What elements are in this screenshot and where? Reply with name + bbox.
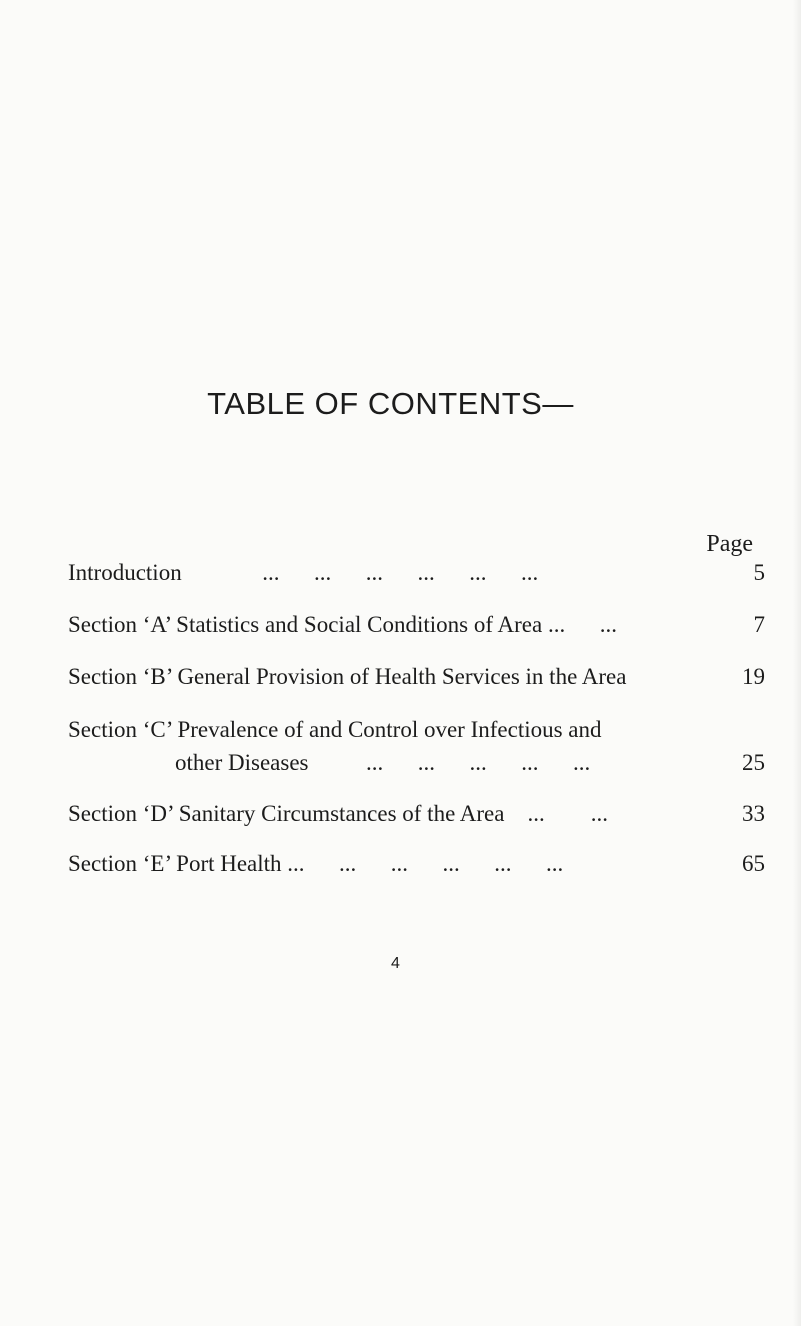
toc-entry-text: Section ‘C’ Prevalence of and Control over Infectious and: [68, 717, 602, 742]
toc-entry-page: 5: [753, 560, 765, 585]
toc-entry-text: Section ‘A’ Statistics and Social Conditions of Area ... ...: [68, 612, 617, 637]
toc-entry-page: 65: [742, 851, 765, 876]
toc-entry-text: Introduction ... ... ... ... ... ...: [68, 560, 539, 585]
page-edge-shadow: [793, 0, 801, 1326]
toc-entry-page: 7: [753, 612, 765, 637]
page-column-heading: Page: [706, 531, 753, 557]
page-number: 4: [391, 955, 400, 972]
toc-entry-text: Section ‘E’ Port Health ... ... ... ... ... ...: [68, 851, 564, 876]
toc-entry-text: Section ‘B’ General Provision of Health Services in the Area: [68, 664, 627, 689]
toc-entry-continuation-text: other Diseases ... ... ... ... ...: [175, 750, 591, 775]
toc-entry-page: 33: [742, 801, 765, 826]
toc-entry-page: 19: [742, 664, 765, 689]
page-title: TABLE OF CONTENTS—: [207, 386, 574, 421]
toc-entry-text: Section ‘D’ Sanitary Circumstances of the Area ... ...: [68, 801, 608, 826]
toc-entry-page: 25: [742, 750, 765, 775]
